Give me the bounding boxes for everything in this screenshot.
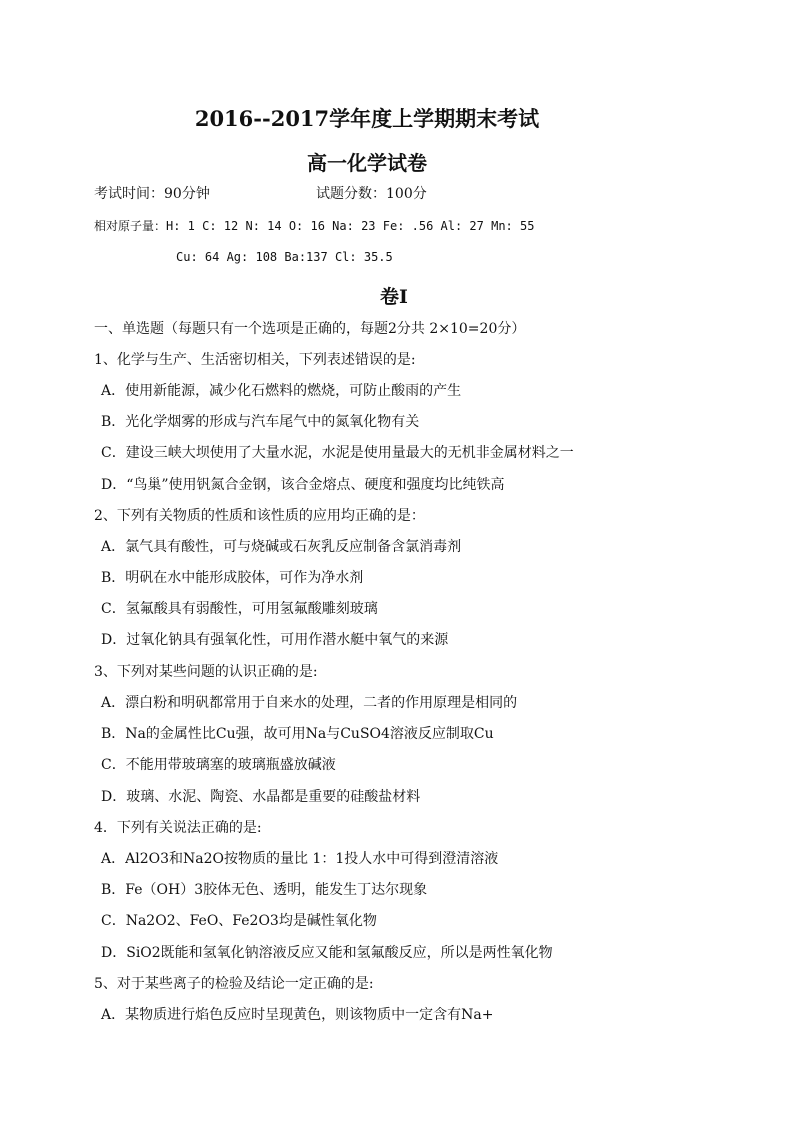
exam-time: 考试时间：90分钟 bbox=[94, 186, 210, 202]
question-3-stem: 3、下列对某些问题的认识正确的是: bbox=[94, 664, 318, 680]
question-5-stem: 5、对于某些离子的检验及结论一定正确的是: bbox=[94, 976, 374, 992]
question-2-option-b: B．明矾在水中能形成胶体，可作为净水剂 bbox=[101, 570, 364, 586]
question-2-option-d: D．过氧化钠具有强氧化性，可用作潜水艇中氧气的来源 bbox=[101, 632, 449, 648]
exam-score: 试题分数：100分 bbox=[316, 186, 427, 202]
question-1-option-d: D．“鸟巢”使用钒氮合金钢，该合金熔点、硬度和强度均比纯铁高 bbox=[101, 477, 505, 493]
question-1-option-b: B．光化学烟雾的形成与汽车尾气中的氮氧化物有关 bbox=[101, 414, 420, 430]
question-3-option-c: C．不能用带玻璃塞的玻璃瓶盛放碱液 bbox=[101, 757, 336, 773]
section-title: 卷Ⅰ bbox=[380, 286, 408, 308]
question-3-option-a: A．漂白粉和明矾都常用于自来水的处理，二者的作用原理是相同的 bbox=[101, 695, 518, 711]
question-2-option-c: C．氢氟酸具有弱酸性，可用氢氟酸雕刻玻璃 bbox=[101, 601, 378, 617]
question-4-option-b: B．Fe（OH）3胶体无色、透明，能发生丁达尔现象 bbox=[101, 882, 428, 898]
exam-subtitle: 高一化学试卷 bbox=[307, 151, 427, 175]
atomic-mass-line-2: Cu: 64 Ag: 108 Ba:137 Cl: 35.5 bbox=[176, 250, 393, 264]
question-1-stem: 1、化学与生产、生活密切相关，下列表述错误的是: bbox=[94, 352, 416, 368]
question-4-option-d: D．SiO2既能和氢氧化钠溶液反应又能和氢氟酸反应，所以是两性氧化物 bbox=[101, 945, 553, 961]
section-instruction: 一、单选题（每题只有一个选项是正确的，每题2分共 2×10=20分） bbox=[94, 321, 526, 337]
question-3-option-b: B．Na的金属性比Cu强，故可用Na与CuSO4溶液反应制取Cu bbox=[101, 726, 494, 742]
question-4-option-a: A．Al2O3和Na2O按物质的量比 1：1投人水中可得到澄清溶液 bbox=[101, 851, 499, 867]
atomic-mass-line-1: 相对原子量：H: 1 C: 12 N: 14 O: 16 Na: 23 Fe: .56 Al: 27 Mn: 55 bbox=[94, 219, 535, 233]
question-4-option-c: C．Na2O2、FeO、Fe2O3均是碱性氧化物 bbox=[101, 913, 377, 929]
question-3-option-d: D．玻璃、水泥、陶瓷、水晶都是重要的硅酸盐材料 bbox=[101, 789, 421, 805]
question-1-option-c: C．建设三峡大坝使用了大量水泥，水泥是使用量最大的无机非金属材料之一 bbox=[101, 445, 574, 461]
question-1-option-a: A．使用新能源，减少化石燃料的燃烧，可防止酸雨的产生 bbox=[101, 383, 462, 399]
question-4-stem: 4．下列有关说法正确的是: bbox=[94, 820, 262, 836]
question-2-stem: 2、下列有关物质的性质和该性质的应用均正确的是： bbox=[94, 508, 425, 524]
question-2-option-a: A．氯气具有酸性，可与烧碱或石灰乳反应制备含氯消毒剂 bbox=[101, 539, 462, 555]
exam-title: 2016--2017学年度上学期期末考试 bbox=[194, 106, 540, 131]
question-5-option-a: A．某物质进行焰色反应时呈现黄色，则该物质中一定含有Na+ bbox=[101, 1007, 494, 1023]
